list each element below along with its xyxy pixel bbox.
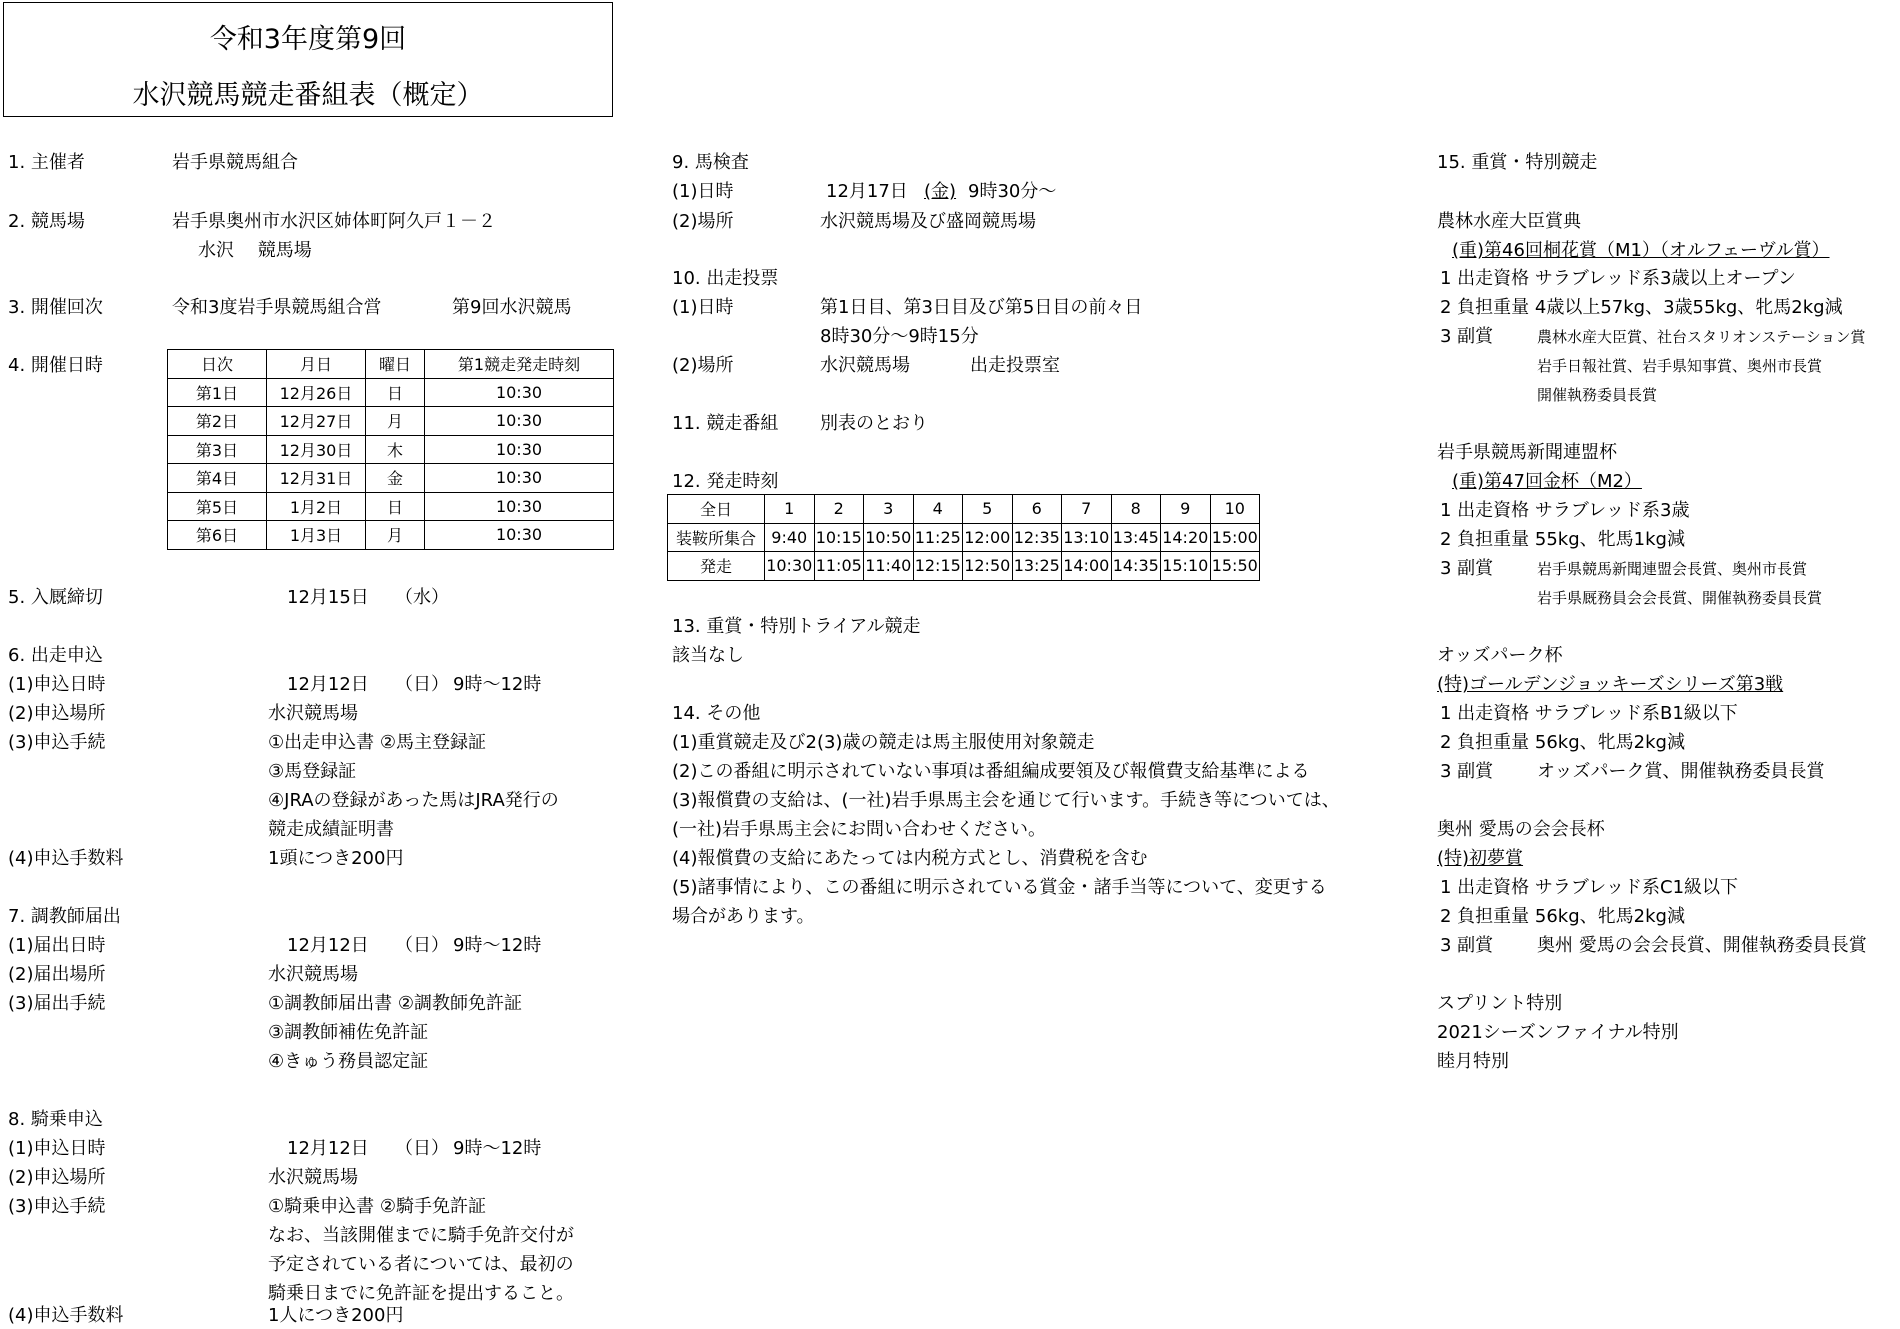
start-cell: 12:00: [963, 523, 1013, 552]
s15-r2-weight: 2 負担重量 55kg、牝馬1kg減: [1440, 529, 1685, 550]
s6-r1-time: 9時～12時: [453, 674, 542, 695]
s8-r3-label: (3)申込手続: [8, 1196, 106, 1217]
s7-r3-label: (3)届出手続: [8, 993, 106, 1014]
table-row: [668, 552, 1260, 581]
s15-r4-name: (特)初夢賞: [1437, 848, 1524, 869]
s6-r2-label: (2)申込場所: [8, 703, 106, 724]
s7-r3-v2: ③調教師補佐免許証: [268, 1022, 429, 1043]
s1-label: 1. 主催者: [8, 152, 85, 173]
s9-r2-value: 水沢競馬場及び盛岡競馬場: [820, 211, 1036, 232]
schedule-cell: 月: [366, 407, 425, 436]
table-row: [168, 407, 614, 436]
schedule-cell: 金: [366, 464, 425, 493]
schedule-header-row: [168, 350, 614, 379]
s4-label: 4. 開催日時: [8, 355, 103, 376]
s7-r2-value: 水沢競馬場: [268, 964, 358, 985]
s2-label: 2. 競馬場: [8, 211, 85, 232]
start-cell: 15:00: [1210, 523, 1260, 552]
s15-r3-prize: オッズパーク賞、開催執務委員長賞: [1537, 761, 1825, 782]
s15-r3-qualification: 1 出走資格 サラブレッド系B1級以下: [1440, 703, 1738, 724]
s7-r3-v3: ④きゅう務員認定証: [268, 1051, 429, 1072]
title-line2: 水沢競馬競走番組表（概定）: [132, 80, 484, 111]
start-cell: 2: [814, 495, 864, 524]
s9-r1-dow: (金): [924, 181, 957, 202]
start-cell: 14:20: [1161, 523, 1211, 552]
schedule-cell: 第2日: [168, 407, 267, 436]
table-row: [168, 378, 614, 407]
s15-label: 15. 重賞・特別競走: [1437, 152, 1598, 173]
start-cell: 1: [765, 495, 815, 524]
start-cell: 10:15: [814, 523, 864, 552]
schedule-cell: 12月27日: [267, 407, 366, 436]
s14-line: (5)諸事情により、この番組に明示されている賞金・諸手当等について、変更する: [672, 877, 1327, 898]
start-cell: 15:10: [1161, 552, 1211, 581]
schedule-cell: 12月30日: [267, 435, 366, 464]
s15-other: スプリント特別: [1437, 993, 1563, 1014]
start-time-table: [667, 494, 1260, 581]
s2-value1: 岩手県奥州市水沢区姉体町阿久戸１－２: [172, 211, 496, 232]
schedule-cell: 月: [366, 521, 425, 550]
s8-r1-dow: （日）: [395, 1138, 449, 1159]
schedule-cell: 第4日: [168, 464, 267, 493]
s10-r1-v2: 8時30分～9時15分: [820, 326, 979, 347]
start-cell: 8: [1111, 495, 1161, 524]
s15-r4-prize-label: 3 副賞: [1440, 935, 1494, 956]
s15-r4-sponsor: 奥州 愛馬の会会長杯: [1437, 819, 1605, 840]
s6-r3-v4: 競走成績証明書: [268, 819, 394, 840]
s2-value2: 水沢 競馬場: [198, 240, 312, 261]
start-header-row: [668, 495, 1260, 524]
s7-label: 7. 調教師届出: [8, 906, 121, 927]
s15-r4-weight: 2 負担重量 56kg、牝馬2kg減: [1440, 906, 1685, 927]
start-cell: 13:45: [1111, 523, 1161, 552]
start-cell: 13:10: [1062, 523, 1112, 552]
start-cell: 12:15: [913, 552, 963, 581]
s6-r3-v3: ④JRAの登録があった馬はJRA発行の: [268, 790, 559, 811]
s13-label: 13. 重賞・特別トライアル競走: [672, 616, 921, 637]
s5-date: 12月15日: [287, 587, 369, 608]
schedule-header: 月日: [267, 350, 366, 379]
schedule-cell: 第5日: [168, 492, 267, 521]
s6-label: 6. 出走申込: [8, 645, 103, 666]
s8-r3-v4: 騎乗日までに免許証を提出すること。: [268, 1283, 574, 1304]
table-row: [168, 492, 614, 521]
s15-r3-sponsor: オッズパーク杯: [1437, 645, 1563, 666]
s15-other: 2021シーズンファイナル特別: [1437, 1022, 1679, 1043]
s6-r1-dow: （日）: [395, 674, 449, 695]
s5-label: 5. 入厩締切: [8, 587, 103, 608]
schedule-table: [167, 349, 614, 550]
s10-r1-label: (1)日時: [672, 297, 734, 318]
schedule-cell: 10:30: [425, 435, 614, 464]
s8-r4-value: 1人につき200円: [268, 1305, 404, 1326]
start-cell: 11:25: [913, 523, 963, 552]
s12-label: 12. 発走時刻: [672, 471, 779, 492]
s9-r1-time: 9時30分～: [968, 181, 1057, 202]
schedule-cell: 第1日: [168, 378, 267, 407]
s14-line: (一社)岩手県馬主会にお問い合わせください。: [672, 819, 1047, 840]
s15-r1-weight: 2 負担重量 4歳以上57kg、3歳55kg、牝馬2kg減: [1440, 297, 1843, 318]
s7-r1-time: 9時～12時: [453, 935, 542, 956]
s15-r1-prize: 農林水産大臣賞、社台スタリオンステーション賞: [1537, 328, 1866, 346]
schedule-cell: 第6日: [168, 521, 267, 550]
s6-r3-label: (3)申込手続: [8, 732, 106, 753]
s15-r2-name: (重)第47回金杯（M2）: [1452, 471, 1642, 492]
s15-r1-qualification: 1 出走資格 サラブレッド系3歳以上オープン: [1440, 268, 1796, 289]
s8-r4-label: (4)申込手数料: [8, 1305, 124, 1326]
s8-r2-label: (2)申込場所: [8, 1167, 106, 1188]
start-cell: 13:25: [1012, 552, 1062, 581]
s11-value: 別表のとおり: [820, 413, 928, 434]
s15-r2-prize: 岩手県競馬新聞連盟会長賞、奥州市長賞: [1537, 560, 1808, 578]
title-box: [3, 2, 613, 117]
s8-label: 8. 騎乗申込: [8, 1109, 103, 1130]
s15-r1-prize-label: 3 副賞: [1440, 326, 1494, 347]
start-cell: 11:05: [814, 552, 864, 581]
schedule-cell: 日: [366, 378, 425, 407]
s9-r1-label: (1)日時: [672, 181, 734, 202]
start-cell: 5: [963, 495, 1013, 524]
s6-r4-label: (4)申込手数料: [8, 848, 124, 869]
s15-r3-weight: 2 負担重量 56kg、牝馬2kg減: [1440, 732, 1685, 753]
s10-r2-v1: 水沢競馬場: [820, 355, 910, 376]
start-cell: 10:50: [864, 523, 914, 552]
start-cell: 12:50: [963, 552, 1013, 581]
s6-r3-v2: ③馬登録証: [268, 761, 357, 782]
s9-label: 9. 馬検査: [672, 152, 749, 173]
s15-r4-qualification: 1 出走資格 サラブレッド系C1級以下: [1440, 877, 1739, 898]
s15-r3-prize-label: 3 副賞: [1440, 761, 1494, 782]
s6-r3-v1: ①出走申込書 ②馬主登録証: [268, 732, 486, 753]
s10-r2-v2: 出走投票室: [970, 355, 1060, 376]
s15-r2-sponsor: 岩手県競馬新聞連盟杯: [1437, 442, 1617, 463]
start-cell: 3: [864, 495, 914, 524]
schedule-cell: 1月3日: [267, 521, 366, 550]
start-cell: 15:50: [1210, 552, 1260, 581]
s6-r1-date: 12月12日: [287, 674, 369, 695]
start-cell: 9:40: [765, 523, 815, 552]
schedule-cell: 第3日: [168, 435, 267, 464]
schedule-cell: 1月2日: [267, 492, 366, 521]
start-cell: 12:35: [1012, 523, 1062, 552]
schedule-header: 第1競走発走時刻: [425, 350, 614, 379]
title-line1: 令和3年度第9回: [209, 24, 407, 55]
start-cell: 14:35: [1111, 552, 1161, 581]
start-cell: 9: [1161, 495, 1211, 524]
start-cell: 10: [1210, 495, 1260, 524]
s8-r1-date: 12月12日: [287, 1138, 369, 1159]
s13-value: 該当なし: [672, 645, 744, 666]
schedule-cell: 日: [366, 492, 425, 521]
s8-r2-value: 水沢競馬場: [268, 1167, 358, 1188]
s15-r3-name: (特)ゴールデンジョッキーズシリーズ第3戦: [1437, 674, 1784, 695]
s14-label: 14. その他: [672, 703, 761, 724]
s6-r1-label: (1)申込日時: [8, 674, 106, 695]
schedule-cell: 12月31日: [267, 464, 366, 493]
s8-r3-v2: なお、当該開催までに騎手免許交付が: [268, 1225, 574, 1246]
start-cell: 14:00: [1062, 552, 1112, 581]
start-cell: 全日: [668, 495, 765, 524]
s7-r3-v1: ①調教師届出書 ②調教師免許証: [268, 993, 522, 1014]
s14-line: (3)報償費の支給は、(一社)岩手県馬主会を通じて行います。手続き等については、: [672, 790, 1340, 811]
s14-line: 場合があります。: [672, 906, 815, 927]
s7-r1-dow: （日）: [395, 935, 449, 956]
s6-r2-value: 水沢競馬場: [268, 703, 358, 724]
start-cell: 7: [1062, 495, 1112, 524]
s8-r1-label: (1)申込日時: [8, 1138, 106, 1159]
schedule-header: 曜日: [366, 350, 425, 379]
schedule-cell: 10:30: [425, 521, 614, 550]
s5-dow: （水）: [395, 587, 449, 608]
s8-r3-v3: 予定されている者については、最初の: [268, 1254, 574, 1275]
s15-r1-prize: 岩手日報社賞、岩手県知事賞、奥州市長賞: [1537, 357, 1823, 375]
s1-value: 岩手県競馬組合: [172, 152, 298, 173]
s15-r1-name: (重)第46回桐花賞（M1）（オルフェーヴル賞）: [1452, 240, 1830, 261]
schedule-cell: 木: [366, 435, 425, 464]
s15-r1-prize: 開催執務委員長賞: [1537, 386, 1658, 404]
s9-r1-date: 12月17日: [826, 181, 908, 202]
s3-value2: 第9回水沢競馬: [452, 297, 572, 318]
s10-r2-label: (2)場所: [672, 355, 734, 376]
schedule-cell: 12月26日: [267, 378, 366, 407]
start-cell: 装鞍所集合: [668, 523, 765, 552]
schedule-cell: 10:30: [425, 407, 614, 436]
s8-r3-v1: ①騎乗申込書 ②騎手免許証: [268, 1196, 486, 1217]
schedule-cell: 10:30: [425, 464, 614, 493]
schedule-cell: 10:30: [425, 378, 614, 407]
s7-r1-label: (1)届出日時: [8, 935, 106, 956]
s10-r1-v1: 第1日目、第3日目及び第5日目の前々日: [820, 297, 1143, 318]
s7-r2-label: (2)届出場所: [8, 964, 106, 985]
s3-label: 3. 開催回次: [8, 297, 103, 318]
start-cell: 4: [913, 495, 963, 524]
start-cell: 11:40: [864, 552, 914, 581]
schedule-cell: 10:30: [425, 492, 614, 521]
s15-r2-prize: 岩手県厩務員会会長賞、開催執務委員長賞: [1537, 589, 1823, 607]
schedule-header: 日次: [168, 350, 267, 379]
start-cell: 6: [1012, 495, 1062, 524]
s15-r2-prize-label: 3 副賞: [1440, 558, 1494, 579]
table-row: [168, 464, 614, 493]
s14-line: (1)重賞競走及び2(3)歳の競走は馬主服使用対象競走: [672, 732, 1095, 753]
s9-r2-label: (2)場所: [672, 211, 734, 232]
s15-r1-sponsor: 農林水産大臣賞典: [1437, 211, 1581, 232]
s10-label: 10. 出走投票: [672, 268, 779, 289]
s15-r4-prize: 奥州 愛馬の会会長賞、開催執務委員長賞: [1537, 935, 1867, 956]
s15-other: 睦月特別: [1437, 1051, 1509, 1072]
start-cell: 発走: [668, 552, 765, 581]
s11-label: 11. 競走番組: [672, 413, 779, 434]
table-row: [168, 435, 614, 464]
start-cell: 10:30: [765, 552, 815, 581]
s3-value1: 令和3度岩手県競馬組合営: [172, 297, 382, 318]
s14-line: (4)報償費の支給にあたっては内税方式とし、消費税を含む: [672, 848, 1148, 869]
table-row: [668, 523, 1260, 552]
s8-r1-time: 9時～12時: [453, 1138, 542, 1159]
table-row: [168, 521, 614, 550]
s7-r1-date: 12月12日: [287, 935, 369, 956]
s15-r2-qualification: 1 出走資格 サラブレッド系3歳: [1440, 500, 1690, 521]
s6-r4-value: 1頭につき200円: [268, 848, 404, 869]
s14-line: (2)この番組に明示されていない事項は番組編成要領及び報償費支給基準による: [672, 761, 1310, 782]
